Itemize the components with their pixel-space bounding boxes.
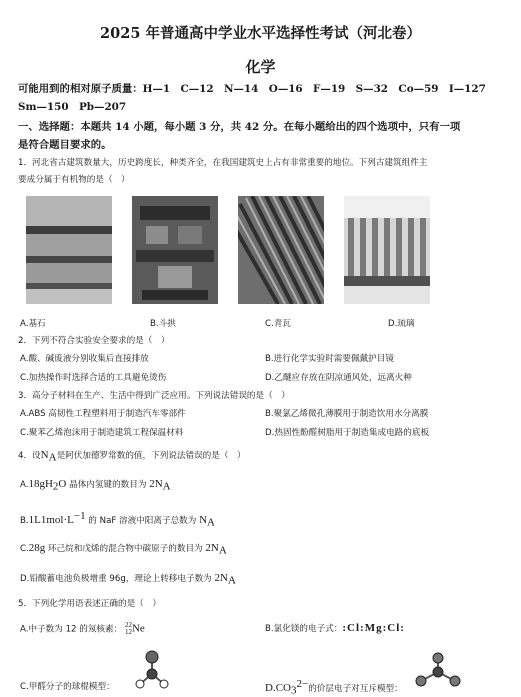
question-1-option-b: B.斗拱 <box>150 319 176 329</box>
exam-title: 2025 年普通高中学业水平选择性考试（河北卷） <box>100 25 421 42</box>
question-5-option-a: A.中子数为 12 的氖核素： 22 12Ne <box>20 621 145 636</box>
section-heading-line2: 是符合题目要求的。 <box>18 139 112 151</box>
question-2-option-a: A.酸、碱废液分别收集后直接排放 <box>20 354 149 364</box>
photo-foundation-stone <box>26 196 112 304</box>
question-3-option-b: B.聚氯乙烯微孔薄膜用于制造饮用水分离膜 <box>265 409 429 419</box>
question-3-stem: 3．高分子材料在生产、生活中得到广泛应用。下列说法错误的是（ ） <box>18 391 290 401</box>
question-5-stem: 5．下列化学用语表述正确的是（ ） <box>18 599 161 609</box>
atomic-masses-line2: Sm—150 Pb—207 <box>18 101 127 113</box>
question-1-option-d: D.琉璃 <box>388 319 415 329</box>
question-1-stem-line1: 1．河北省古建筑数量大，历史跨度长，种类齐全，在我国建筑史上占有非常重要的地位。下列古建筑组件主 <box>18 158 428 168</box>
question-2-option-c: C.加热操作时选择合适的工具避免烫伤 <box>20 373 167 383</box>
question-3-option-a: A.ABS 高韧性工程塑料用于制造汽车零部件 <box>20 409 186 419</box>
subject-title: 化学 <box>245 58 276 76</box>
question-4-option-d: D.铅酸蓄电池负极增重 96g，理论上转移电子数为 $2N_A$ <box>20 572 236 587</box>
photo-dougong-bracket <box>132 196 218 304</box>
question-3-option-c: C.聚苯乙烯泡沫用于制造建筑工程保温材料 <box>20 428 184 438</box>
question-2-option-d: D.乙醚应存放在阴凉通风处，远离火种 <box>265 373 412 383</box>
atomic-masses-line1: 可能用到的相对原子质量：H—1 C—12 N—14 O—16 F—19 S—32 Co—59 I—127 <box>18 83 486 95</box>
question-1-stem-line2: 要成分属于有机物的是（ ） <box>18 175 130 185</box>
question-4-option-a: $A.18gH_2O$ 晶体内氢键的数目为 $2N_A$ <box>20 478 171 493</box>
question-1-option-a: A.基石 <box>20 319 46 329</box>
question-5-option-d: $D.CO_3^{2-}$的价层电子对互斥模型： <box>265 678 403 697</box>
question-3-option-d: D.热固性酚醛树脂用于制造集成电路的底板 <box>265 428 430 438</box>
photo-glazed-tiles <box>344 196 430 304</box>
vsepr-model-carbonate <box>412 652 464 689</box>
section-heading-line1: 一、选择题：本题共 14 小题，每小题 3 分，共 42 分。在每小题给出的四个选项中，只有一项 <box>18 121 461 133</box>
nuclide-notation: 22 12 <box>124 621 132 636</box>
question-1-option-c: C.青瓦 <box>265 319 291 329</box>
question-4-stem: 4．设$N_A$是阿伏加德罗常数的值，下列说法错误的是（ ） <box>18 449 246 464</box>
formaldehyde-ball-stick-model <box>132 648 172 689</box>
question-2-stem: 2．下列不符合实验安全要求的是（ ） <box>18 336 170 346</box>
question-2-option-b: B.进行化学实验时需要佩戴护目镜 <box>265 354 394 364</box>
question-4-option-c: C.28g 环己烷和戊烯的混合物中碳原子的数目为 $2N_A$ <box>20 542 227 557</box>
photo-grey-tiles <box>238 196 324 304</box>
question-4-option-b: $B.1L1mol\cdot L^{-1}$ 的 NaF 溶液中阳离子总数为 $N_A$ <box>20 510 215 529</box>
question-5-option-b: B.氯化镁的电子式：:Cl:Mg:Cl: <box>265 622 405 634</box>
question-5-option-c: C.甲醛分子的球棍模型： <box>20 682 115 692</box>
